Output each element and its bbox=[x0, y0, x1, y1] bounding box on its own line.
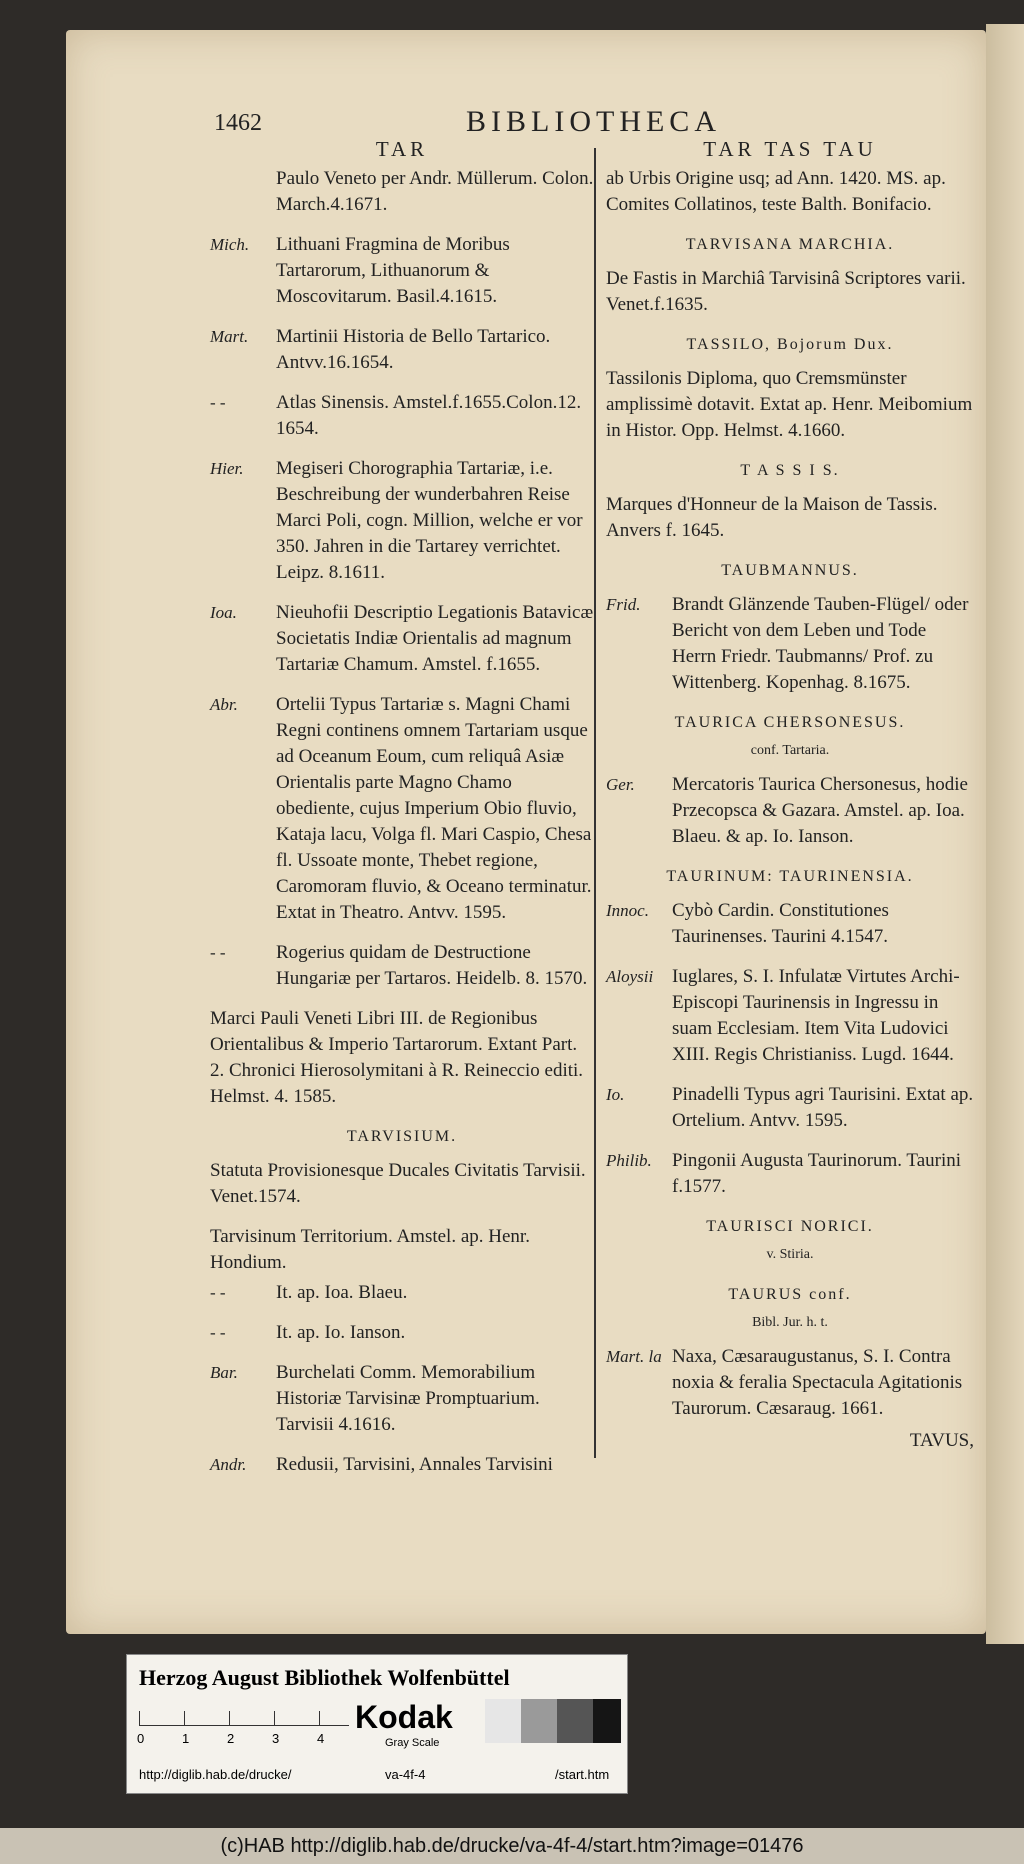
entry-text: Burchelati Comm. Memorabilium Historiæ Tarvisinæ Promptuarium. Tarvisii 4.1616. bbox=[276, 1362, 540, 1435]
right-column bbox=[606, 136, 974, 1454]
entry-brandt bbox=[606, 592, 974, 696]
left-entries-2 bbox=[210, 1280, 594, 1478]
page-title: BIBLIOTHECA bbox=[466, 105, 721, 138]
left-entries bbox=[210, 166, 594, 992]
entry-text: Megiseri Chorographia Tartariæ, i.e. Beschreibung der wunderbahren Reise Marci Poli, cogn. Million, welche er vor 350. Jahren in die Tartarey verrichtet. Leipz. 8.1611. bbox=[276, 458, 583, 583]
entry-author: Hier. bbox=[210, 459, 244, 478]
stamp-url-id: va-4f-4 bbox=[385, 1767, 426, 1782]
bibliography-entry bbox=[210, 166, 594, 218]
catchword: TAVUS, bbox=[909, 1430, 974, 1451]
ruler-label: 0 bbox=[137, 1731, 145, 1746]
entry-territorium: Tarvisinum Territorium. Amstel. ap. Henr. Hondium. bbox=[210, 1226, 530, 1273]
entry-text: Paulo Veneto per Andr. Müllerum. Colon. March.4.1671. bbox=[276, 168, 594, 215]
section-taurus-sub: Bibl. Jur. h. t. bbox=[752, 1315, 828, 1330]
entry-author: Ioa. bbox=[210, 603, 237, 622]
library-name: Herzog August Bibliothek Wolfenbüttel bbox=[139, 1665, 510, 1690]
right-column-head: TAR TAS TAU bbox=[703, 137, 877, 161]
entry-text: Pinadelli Typus agri Taurisini. Extat ap. Ortelium. Antvv. 1595. bbox=[672, 1084, 974, 1131]
gray-swatch bbox=[557, 1699, 593, 1743]
kodak-logo: Kodak bbox=[355, 1699, 453, 1735]
entry-text: It. ap. Io. Ianson. bbox=[276, 1322, 406, 1343]
bibliography-entry bbox=[606, 1082, 974, 1134]
bibliography-entry bbox=[210, 1320, 594, 1346]
entry-text: Brandt Glänzende Tauben-Flügel/ oder Bericht von dem Leben und Tode Herrn Friedr. Taubmanns/ Prof. zu Wittenberg. Kopenhag. 8.1675. bbox=[672, 594, 969, 693]
gray-scale-label: Gray Scale bbox=[385, 1737, 440, 1749]
entry-marci: Marci Pauli Veneti Libri III. de Regionibus Orientalibus & Imperio Tartarorum. Extant Part. 2. Chronici Hierosolymitani à R. Reineccio editi. Helmst. 4. 1585. bbox=[210, 1008, 584, 1107]
ruler-label: 1 bbox=[182, 1731, 190, 1746]
entry-author: - - bbox=[210, 1323, 226, 1342]
bibliography-entry bbox=[210, 1280, 594, 1306]
entry-statuta: Statuta Provisionesque Ducales Civitatis Tarvisii. Venet.1574. bbox=[210, 1160, 586, 1207]
entry-text: Iuglares, S. I. Infulatæ Virtutes Archi-Episcopi Taurinensis in Ingressu in suam Ecclesiam. Item Vita Ludovici XIII. Regis Christianiss. Lugd. 1644. bbox=[672, 966, 960, 1065]
entry-author: Philib. bbox=[606, 1151, 652, 1170]
entry-text: Redusii, Tarvisini, Annales Tarvisini bbox=[276, 1454, 553, 1475]
stamp-url-end: /start.htm bbox=[555, 1767, 610, 1782]
gray-swatch bbox=[485, 1699, 521, 1743]
section-taurica: TAURICA CHERSONESUS. bbox=[674, 714, 906, 731]
bibliography-entry bbox=[210, 940, 594, 992]
entry-mercatoris bbox=[606, 772, 974, 850]
gray-swatch bbox=[521, 1699, 557, 1743]
section-taubmannus: TAUBMANNUS. bbox=[721, 562, 859, 579]
column-divider bbox=[594, 148, 596, 1458]
entry-continuation: ab Urbis Origine usq; ad Ann. 1420. MS. ap. Comites Collatinos, teste Balth. Bonifacio. bbox=[606, 168, 946, 215]
entry-text: Cybò Cardin. Constitutiones Taurinenses. Taurini 4.1547. bbox=[672, 900, 889, 947]
ruler-label: 4 bbox=[317, 1731, 325, 1746]
section-taurinum: TAURINUM: TAURINENSIA. bbox=[666, 868, 914, 885]
entry-naxa bbox=[606, 1344, 974, 1422]
entry-author: - - bbox=[210, 1283, 226, 1302]
entry-author: Innoc. bbox=[606, 901, 649, 920]
entry-tassilonis: Tassilonis Diploma, quo Cremsmünster amplissimè dotavit. Extat ap. Henr. Meibomium in Histor. Opp. Helmst. 4.1660. bbox=[606, 368, 973, 441]
entry-text: Naxa, Cæsaraugustanus, S. I. Contra noxia & feralia Spectacula Agitationis Taurorum. Cæsaraug. 1661. bbox=[672, 1346, 963, 1419]
entry-text: Ortelii Typus Tartariæ s. Magni Chami Regni continens omnem Tartariam usque ad Oceanum Eoum, cum reliquâ Asiæ Orientalis parte Magno Chamo obediente, cujus Imperium Obio fluvio, Kataja lacu, Volga fl. Mari Caspio, Chesa fl. Ussoate monte, Thebet regione, Caromoram fluvio, & Oceano terminatur. Extat in Theatro. Antvv. 1595. bbox=[276, 694, 592, 923]
entry-author: Mart. la bbox=[606, 1347, 662, 1366]
measurement-ruler bbox=[139, 1705, 349, 1726]
gray-swatch bbox=[593, 1699, 621, 1743]
entry-text: Lithuani Fragmina de Moribus Tartarorum, Lithuanorum & Moscovitarum. Basil.4.1615. bbox=[276, 234, 510, 307]
section-taurisci-sub: v. Stiria. bbox=[766, 1247, 814, 1262]
entry-author: Mart. bbox=[210, 327, 249, 346]
ruler-label: 3 bbox=[272, 1731, 280, 1746]
left-column bbox=[210, 136, 594, 1492]
entry-text: It. ap. Ioa. Blaeu. bbox=[276, 1282, 408, 1303]
entry-author: Frid. bbox=[606, 595, 641, 614]
entry-text: Martinii Historia de Bello Tartarico. Antvv.16.1654. bbox=[276, 326, 551, 373]
section-tassilo: TASSILO, Bojorum Dux. bbox=[686, 336, 894, 353]
bibliography-entry bbox=[210, 1360, 594, 1438]
entry-author: - - bbox=[210, 943, 226, 962]
entry-text: Rogerius quidam de Destructione Hungariæ per Tartaros. Heidelb. 8. 1570. bbox=[276, 942, 588, 989]
entry-author: Io. bbox=[606, 1085, 625, 1104]
entry-author: - - bbox=[210, 393, 226, 412]
bibliography-entry bbox=[606, 898, 974, 950]
library-stamp bbox=[126, 1654, 628, 1794]
entry-author: Bar. bbox=[210, 1363, 238, 1382]
entry-text: Mercatoris Taurica Chersonesus, hodie Przecopsca & Gazara. Amstel. ap. Ioa. Blaeu. & ap. Io. Ianson. bbox=[672, 774, 968, 847]
bibliography-entry bbox=[210, 456, 594, 586]
source-footer[interactable]: (c)HAB http://diglib.hab.de/drucke/va-4f-4/start.htm?image=01476 bbox=[0, 1828, 1024, 1864]
next-page-edge bbox=[986, 24, 1024, 1644]
bibliography-entry bbox=[210, 1452, 594, 1478]
entry-author: Aloysii bbox=[606, 967, 654, 986]
section-tarvisium: TARVISIUM. bbox=[346, 1128, 458, 1145]
ruler-label: 2 bbox=[227, 1731, 235, 1746]
entry-marques: Marques d'Honneur de la Maison de Tassis. Anvers f. 1645. bbox=[606, 494, 938, 541]
section-taurisci: TAURISCI NORICI. bbox=[706, 1218, 874, 1235]
page-number: 1462 bbox=[214, 110, 262, 136]
entry-author: Andr. bbox=[210, 1455, 247, 1474]
entry-author: Abr. bbox=[210, 695, 238, 714]
section-taurica-sub: conf. Tartaria. bbox=[750, 743, 830, 758]
bibliography-entry bbox=[210, 600, 594, 678]
bibliography-entry bbox=[606, 1148, 974, 1200]
bibliography-entry bbox=[210, 324, 594, 376]
entry-text: Pingonii Augusta Taurinorum. Taurini f.1577. bbox=[672, 1150, 962, 1197]
entry-author bbox=[210, 166, 276, 218]
bibliography-entry bbox=[210, 232, 594, 310]
entry-fastis: De Fastis in Marchiâ Tarvisinâ Scriptores varii. Venet.f.1635. bbox=[606, 268, 966, 315]
bibliography-entry bbox=[606, 964, 974, 1068]
entry-text: Nieuhofii Descriptio Legationis Batavicæ Societatis Indiæ Orientalis ad magnum Tartariæ Chamum. Amstel. f.1655. bbox=[276, 602, 594, 675]
taurinum-entries bbox=[606, 898, 974, 1200]
section-tassis: T A S S I S. bbox=[740, 462, 840, 479]
bibliography-entry bbox=[210, 692, 594, 926]
stamp-url: http://diglib.hab.de/drucke/ bbox=[139, 1767, 292, 1782]
entry-text: Atlas Sinensis. Amstel.f.1655.Colon.12. 1654. bbox=[276, 392, 582, 439]
section-tarvisana: TARVISANA MARCHIA. bbox=[685, 236, 895, 253]
bibliography-entry bbox=[210, 390, 594, 442]
left-column-head: TAR bbox=[375, 137, 429, 161]
entry-author: Ger. bbox=[606, 775, 635, 794]
section-taurus: TAURUS conf. bbox=[728, 1286, 852, 1303]
entry-author: Mich. bbox=[210, 235, 250, 254]
